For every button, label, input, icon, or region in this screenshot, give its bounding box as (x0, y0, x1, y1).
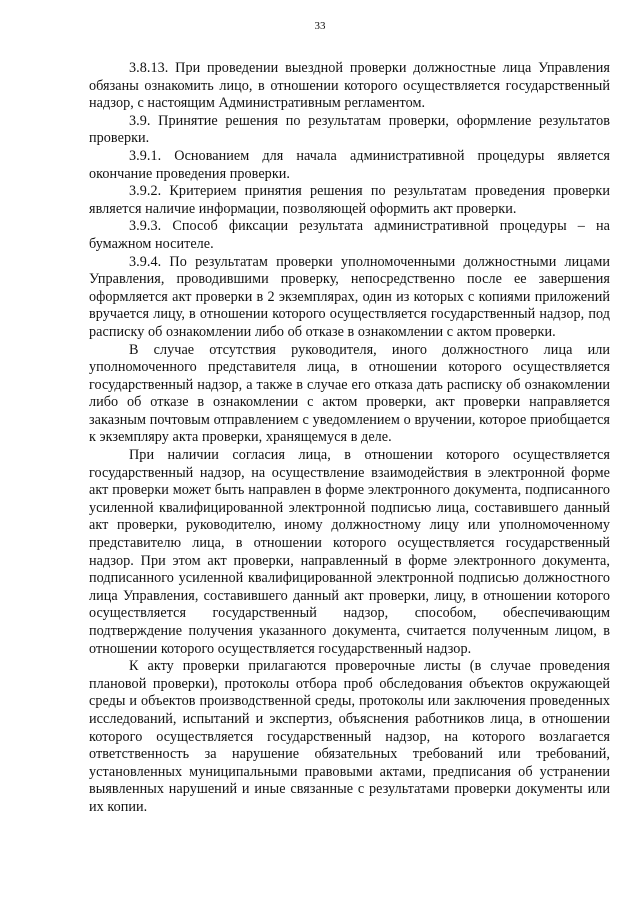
paragraph-3-9-2: 3.9.2. Критерием принятия решения по результатам проведения проверки является наличие информации, позволяющей оформить акт проверки. (89, 183, 610, 217)
paragraph-3-9: 3.9. Принятие решения по результатам проверки, оформление результатов проверки. (89, 112, 610, 147)
paragraph-attachments: К акту проверки прилагаются проверочные листы (в случае проведения плановой проверки), протоколы отбора проб обследования объектов окружающей среды и объектов производственной среды, протоколы или заключения проведенных исследований, испытаний и экспертиз, объяснения работников лица, в отношении которого осуществляется государственный надзор, на которого возлагается ответственность за нарушение обязательных требований или требований, установленных муниципальными правовыми актами, предписания об устранении выявленных нарушений и иные связанные с результатами проверки документы или их копии. (89, 658, 610, 815)
paragraph-electronic-form: При наличии согласия лица, в отношении которого осуществляется государственный надзор, на осуществление взаимодействия в электронной форме акт проверки может быть направлен в форме электронного документа, подписанного усиленной квалифицированной электронной подписью лица, составившего данный акт проверки, руководителю, иному должностному лицу или уполномоченному представителю лица, в отношении которого осуществляется государственный надзор. При этом акт проверки, направленный в форме электронного документа, подписанного усиленной квалифицированной электронной подписью должностного лица Управления, составившего данный акт проверки, лицу, в отношении которого осуществляется государственный надзор, способом, обеспечивающим подтверждение получения указанного документа, считается полученным лицом, в отношении которого осуществляется государственный надзор. (89, 447, 610, 657)
paragraph-3-9-4: 3.9.4. По результатам проверки уполномоченными должностными лицами Управления, проводившими проверку, непосредственно после ее завершения оформляется акт проверки в 2 экземплярах, один из которых с копиями приложений вручается лицу, в отношении которого осуществляется государственный надзор, под расписку об ознакомлении либо об отказе в ознакомлении с актом проверки. (89, 253, 610, 340)
page-number: 33 (314, 20, 326, 32)
paragraph-absence-case: В случае отсутствия руководителя, иного должностного лица или уполномоченного представителя лица, в отношении которого осуществляется государственный надзор, а также в случае его отказа дать расписку об ознакомлении либо об отказе в ознакомлении с актом проверки, акт проверки направляется заказным почтовым отправлением с уведомлением о вручении, которое приобщается к экземпляру акта проверки, хранящемуся в деле. (89, 341, 610, 446)
paragraph-3-8-13: 3.8.13. При проведении выездной проверки должностные лица Управления обязаны ознакомить лицо, в отношении которого осуществляется государственный надзор, с настоящим Административным регламентом. (89, 60, 610, 112)
paragraph-3-9-1: 3.9.1. Основанием для начала административной процедуры является окончание проведения проверки. (89, 147, 610, 182)
paragraph-3-9-3: 3.9.3. Способ фиксации результата административной процедуры – на бумажном носителе. (89, 218, 610, 252)
document-body (89, 60, 610, 817)
